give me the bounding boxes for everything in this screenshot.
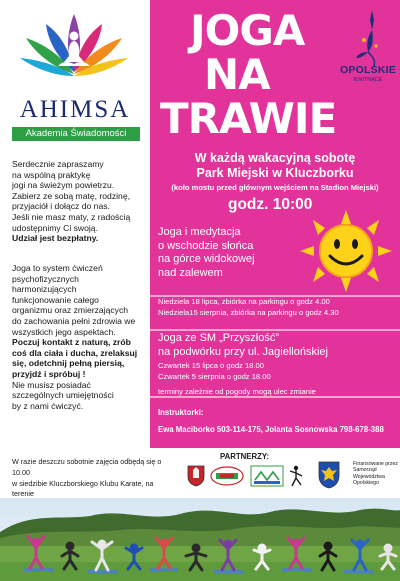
about-bold-line: przyjdź i spróbuj !: [12, 368, 86, 379]
about-line: psychofizycznych: [12, 273, 79, 284]
about-line: wszystkich jego aspektach.: [12, 326, 116, 337]
sunrise-details: [158, 297, 339, 318]
instructors-names: Ewa Maciborko 503-114-175, Jolanta Sosnowska 798-678-388: [158, 425, 384, 434]
yoga-class-photo: [0, 498, 400, 581]
instructors-heading: Instruktorki:: [158, 408, 204, 417]
opolskie-name: OPOLSKIE: [340, 64, 396, 76]
sm-date: Czwartek 5 sierpnia o godz 18.00: [158, 371, 271, 381]
about-line: do zachowania pełni zdrowia we: [12, 315, 136, 326]
about-bold-line: Poczuj kontakt z naturą, zrób: [12, 337, 131, 348]
about-end-line: szczególnych umiejętności: [12, 390, 114, 401]
sm-line: na podwórku przy ul. Jagiellońskiej: [158, 345, 328, 358]
about-line: harmonizujących: [12, 284, 77, 295]
divider: [150, 329, 400, 331]
intro-line: na wspólną praktykę: [12, 169, 91, 180]
intro-line: Zabierz ze sobą matę, rodzinę,: [12, 190, 130, 201]
about-yoga-text: [12, 263, 146, 411]
about-line: Joga to system ćwiczeń: [12, 263, 103, 273]
crest-icon: [187, 465, 205, 487]
sunrise-line: na górce widokowej: [158, 253, 255, 266]
about-line: organizmu oraz zmierzających: [12, 305, 129, 316]
sm-line: Joga ze SM „Przyszłość”: [158, 332, 280, 344]
about-end-line: by z nami ćwiczyć.: [12, 400, 84, 411]
about-end-line: Nie musisz posiadać: [12, 379, 91, 390]
terms-note: terminy zależnie od pogody mogą ulec zmianie: [158, 387, 316, 396]
intro-text: [12, 159, 146, 244]
event-place-note: (koło mostu przed głównym wejściem na Stadion Miejski): [171, 183, 379, 192]
gsr-logo: [210, 465, 244, 487]
rain-line: W razie deszczu sobotnie zajęcia odbędą się o 10.00: [12, 457, 162, 477]
funding-note: Finansowane przez Samorząd Województwa Opolskiego: [353, 461, 398, 487]
intro-line: przyjaciół i dołącz do nas.: [12, 201, 110, 212]
karate-logo: [289, 465, 303, 487]
event-when: W każdą wakacyjną sobotę: [194, 151, 356, 165]
eagle-crest-icon: [318, 461, 340, 489]
divider: [150, 396, 400, 398]
free-entry-note: Udział jest bezpłatny.: [12, 233, 99, 244]
intro-line: Jeśli nie masz maty, z radością: [12, 211, 131, 222]
sm-date: Czwartek 15 lipca o godz 18.00: [158, 361, 264, 370]
lotus-logo-icon: [14, 6, 134, 96]
partners-heading: PARTNERZY:: [220, 452, 270, 461]
cooperative-logo: [250, 465, 284, 487]
title-line-1: JOGA: [190, 6, 305, 55]
sunrise-line: nad zalewem: [158, 266, 223, 279]
about-bold-line: się, odetchnij pełną piersią,: [12, 358, 125, 369]
sm-details: [158, 361, 271, 382]
sunrise-date: Niedziela15 sierpnia, zbiórka na parkingu o godz 4.30: [158, 307, 339, 317]
sunrise-line: Joga i medytacja: [158, 226, 241, 238]
sunrise-date: Niedziela 18 lipca, zbiórka na parkingu o godz 4.00: [158, 297, 330, 306]
title-line-2: NA: [204, 50, 270, 99]
event-time: godz. 10:00: [228, 196, 313, 213]
opolskie-tagline: KWITNĄCE: [353, 77, 383, 83]
event-place: Park Miejski w Kluczborku: [196, 166, 354, 180]
intro-line: Serdecznie zapraszamy: [12, 159, 104, 169]
brand-subtitle: Akademia Świadomości: [12, 127, 140, 141]
about-line: funkcjonowanie całego: [12, 294, 99, 305]
sunrise-session: [158, 226, 255, 280]
intro-line: udostępnimy Ci swoją.: [12, 222, 98, 233]
about-bold-line: coś dla ciała i ducha, zrelaksuj: [12, 347, 138, 358]
sunrise-line: o wschodzie słońca: [158, 239, 254, 252]
rain-line: w siedzibie Kluczborskiego Klubu Karate, na terenie: [12, 478, 154, 499]
brand-name: AHIMSA: [19, 96, 131, 123]
smiling-sun-icon: [298, 208, 394, 294]
title-line-3: TRAWIE: [160, 94, 337, 143]
sm-session: [158, 332, 328, 359]
intro-line: jogi na świeżym powietrzu.: [12, 180, 115, 191]
